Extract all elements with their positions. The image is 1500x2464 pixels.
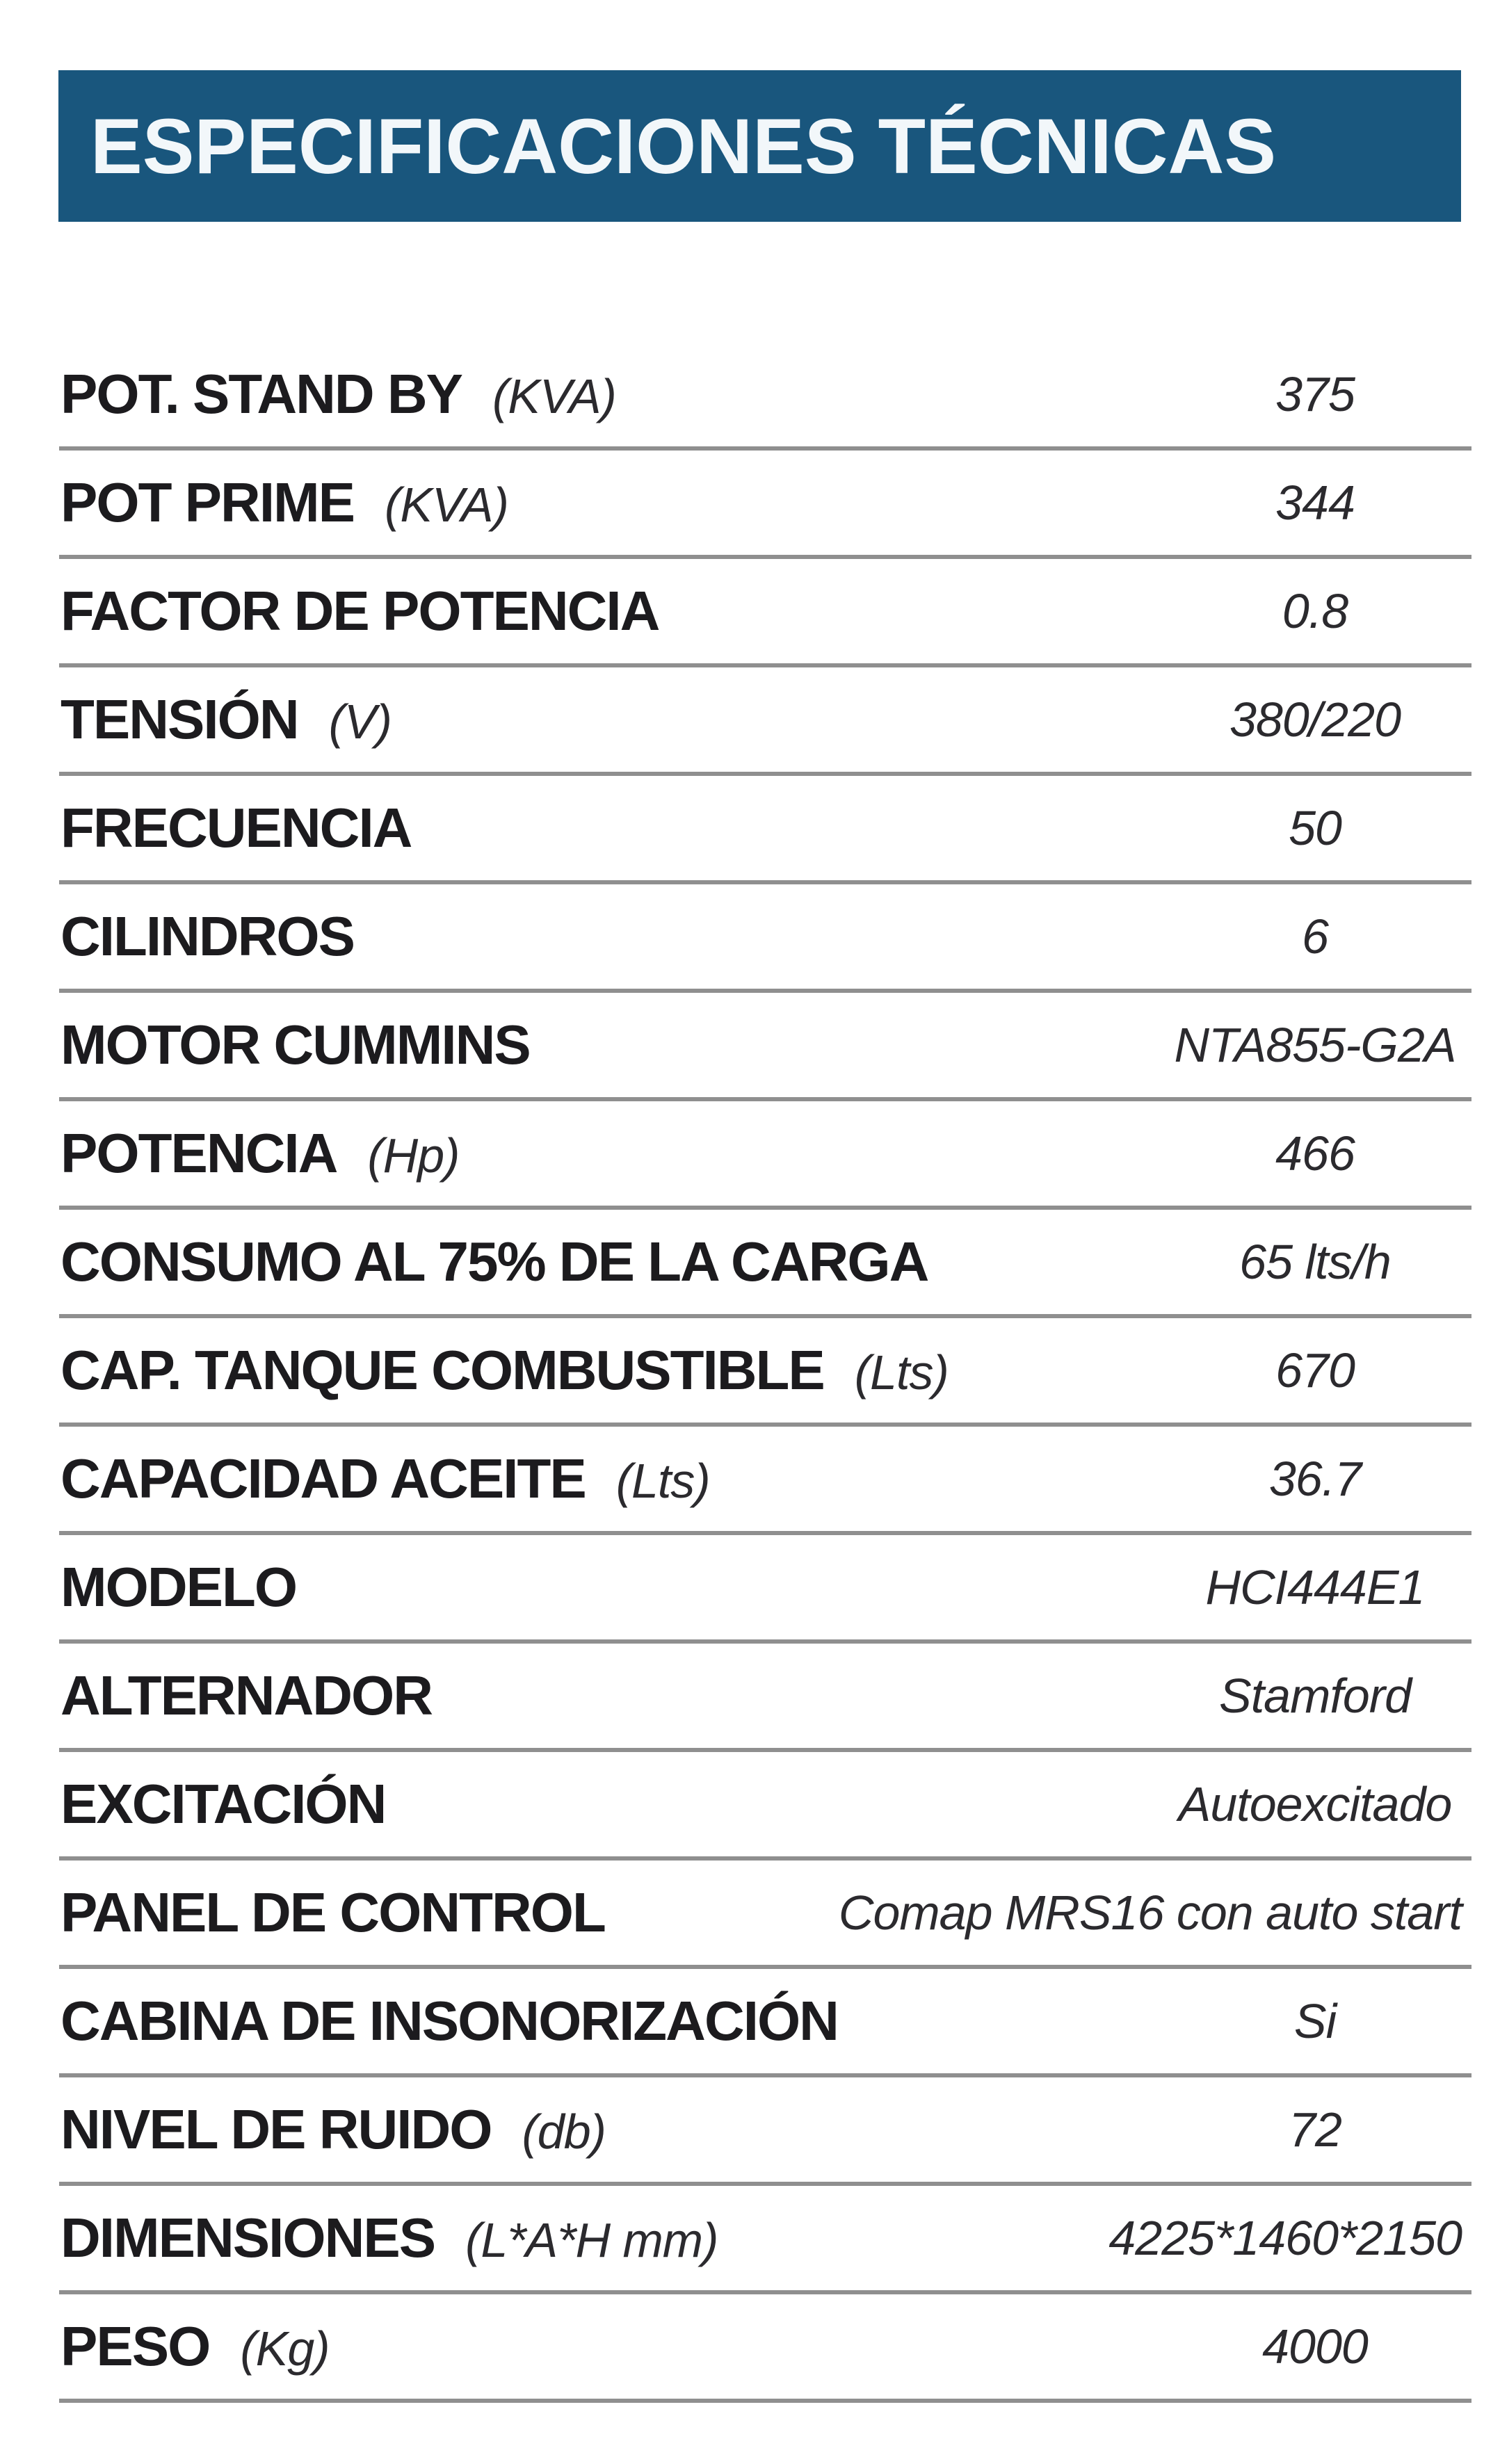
- row-label: CAP. TANQUE COMBUSTIBLE: [61, 1339, 824, 1401]
- table-row: [59, 342, 1471, 451]
- row-value-wrap: [508, 475, 1471, 530]
- row-value: 344: [1275, 476, 1355, 530]
- row-value-wrap: [330, 2319, 1471, 2374]
- row-label: POT PRIME: [61, 471, 355, 533]
- row-label: FACTOR DE POTENCIA: [61, 580, 659, 642]
- row-label-group: [61, 2206, 718, 2270]
- table-row: [59, 1318, 1471, 1427]
- row-label-group: [61, 579, 659, 643]
- row-value-wrap: [659, 583, 1471, 639]
- row-value-wrap: [296, 1559, 1471, 1615]
- row-value-wrap: [710, 1451, 1471, 1507]
- row-value: HCI444E1: [1205, 1560, 1425, 1614]
- row-unit: (db): [522, 2105, 606, 2159]
- table-row: [59, 1210, 1471, 1318]
- row-value-wrap: [606, 2102, 1471, 2157]
- row-value: Stamford: [1219, 1669, 1411, 1723]
- row-label-group: [61, 1013, 530, 1077]
- row-label: POT. STAND BY: [61, 363, 462, 425]
- row-value: 466: [1275, 1126, 1355, 1181]
- table-row: [59, 1644, 1471, 1752]
- table-row: [59, 1427, 1471, 1535]
- row-value: Si: [1293, 1994, 1337, 2048]
- row-label-group: [61, 905, 354, 968]
- table-row: [59, 1752, 1471, 1861]
- row-label-group: [61, 1121, 459, 1185]
- table-row: [59, 1969, 1471, 2077]
- table-row: [59, 2077, 1471, 2186]
- row-value: 375: [1275, 367, 1355, 421]
- row-value: 4225*1460*2150: [1108, 2211, 1462, 2265]
- row-value-wrap: [949, 1343, 1471, 1398]
- row-value: 72: [1289, 2102, 1341, 2157]
- row-label-group: [61, 362, 616, 426]
- row-value-wrap: [432, 1668, 1471, 1724]
- row-unit: (Lts): [854, 1345, 949, 1400]
- row-value-wrap: [459, 1126, 1471, 1181]
- table-row: [59, 2294, 1471, 2403]
- row-label: MODELO: [61, 1556, 297, 1618]
- table-row: [59, 776, 1471, 884]
- row-unit: (KVA): [385, 478, 508, 532]
- row-value-wrap: [616, 366, 1471, 422]
- table-row: [59, 2186, 1471, 2294]
- table-row: [59, 884, 1471, 993]
- row-unit: (Hp): [367, 1128, 460, 1183]
- row-value-wrap: [838, 1993, 1471, 2049]
- row-label: NIVEL DE RUIDO: [61, 2098, 492, 2160]
- row-label-group: [61, 1664, 432, 1728]
- row-value-wrap: [928, 1234, 1471, 1290]
- row-label: MOTOR CUMMINS: [61, 1014, 530, 1076]
- row-value-wrap: [605, 1885, 1471, 1940]
- row-unit: (Lts): [615, 1454, 710, 1508]
- row-label: EXCITACIÓN: [61, 1773, 386, 1835]
- row-label-group: [61, 688, 392, 752]
- table-row: [59, 1101, 1471, 1210]
- row-unit: (V): [328, 695, 392, 749]
- row-label-group: [61, 1772, 385, 1836]
- row-value: 670: [1275, 1343, 1355, 1397]
- row-value-wrap: [392, 692, 1471, 747]
- row-label: TENSIÓN: [61, 688, 298, 750]
- row-label: PESO: [61, 2315, 210, 2377]
- table-row: [59, 559, 1471, 667]
- table-row: [59, 451, 1471, 559]
- row-label: DIMENSIONES: [61, 2207, 435, 2269]
- row-label: PANEL DE CONTROL: [61, 1881, 605, 1943]
- row-value: 65 lts/h: [1239, 1235, 1391, 1289]
- row-label-group: [61, 1989, 838, 2053]
- row-value: Comap MRS16 con auto start: [838, 1886, 1462, 1940]
- row-value: 36.7: [1268, 1452, 1362, 1506]
- row-value: 6: [1302, 909, 1328, 964]
- row-label-group: [61, 1230, 928, 1294]
- row-value-wrap: [530, 1017, 1471, 1073]
- spec-table: [59, 342, 1471, 2403]
- row-label: FRECUENCIA: [61, 797, 412, 859]
- row-label: CONSUMO AL 75% DE LA CARGA: [61, 1231, 928, 1292]
- row-label-group: [61, 1338, 949, 1402]
- table-row: [59, 993, 1471, 1101]
- row-value-wrap: [354, 909, 1471, 964]
- row-label: CABINA DE INSONORIZACIÓN: [61, 1990, 838, 2052]
- row-unit: (KVA): [492, 369, 616, 423]
- row-unit: (L*A*H mm): [465, 2213, 718, 2267]
- row-label: ALTERNADOR: [61, 1664, 433, 1726]
- row-value-wrap: [411, 800, 1471, 856]
- table-row: [59, 1535, 1471, 1644]
- row-value-wrap: [718, 2210, 1471, 2266]
- row-label-group: [61, 2315, 330, 2378]
- row-value: 4000: [1262, 2319, 1368, 2374]
- row-label: CAPACIDAD ACEITE: [61, 1448, 586, 1509]
- table-row: [59, 1861, 1471, 1969]
- header-banner: [58, 70, 1461, 222]
- row-label: CILINDROS: [61, 905, 354, 967]
- row-label-group: [61, 1447, 710, 1511]
- row-label-group: [61, 796, 411, 860]
- row-value: Autoexcitado: [1178, 1777, 1452, 1831]
- row-label-group: [61, 1555, 296, 1619]
- row-label: POTENCIA: [61, 1122, 337, 1184]
- row-value-wrap: [385, 1776, 1471, 1832]
- row-label-group: [61, 1881, 605, 1945]
- page-title: ESPECIFICACIONES TÉCNICAS: [90, 102, 1277, 190]
- row-value: 50: [1289, 801, 1341, 855]
- row-value: 0.8: [1282, 584, 1348, 638]
- row-unit: (Kg): [240, 2321, 330, 2376]
- row-value: 380/220: [1229, 692, 1401, 747]
- row-label-group: [61, 471, 508, 535]
- row-value: NTA855-G2A: [1174, 1018, 1456, 1072]
- table-row: [59, 667, 1471, 776]
- row-label-group: [61, 2098, 606, 2162]
